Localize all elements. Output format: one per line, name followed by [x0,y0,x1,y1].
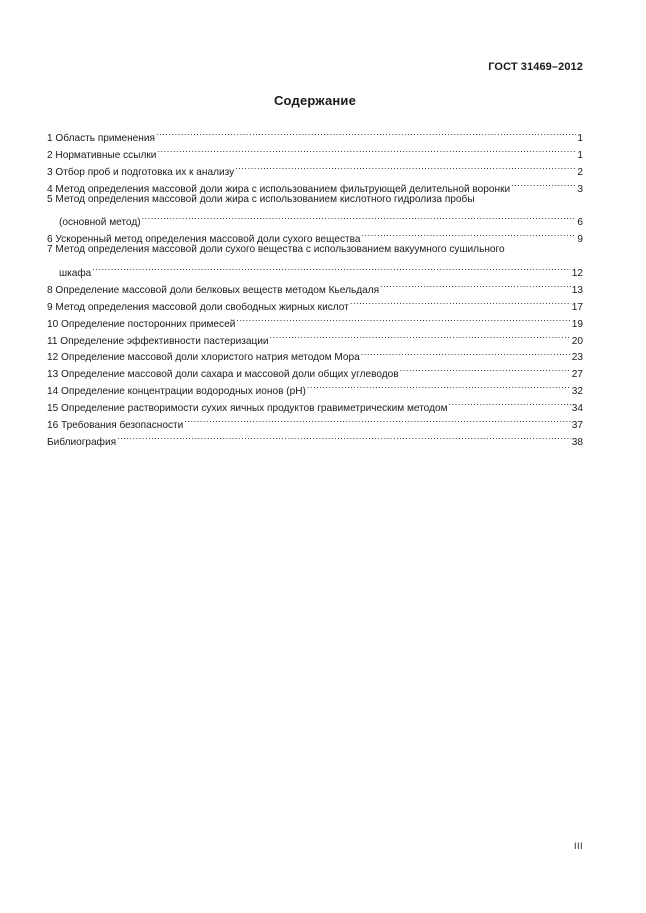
toc-entry-1[interactable] [47,124,583,144]
toc-entry-bibliography[interactable] [47,428,583,448]
page-number: III [573,841,583,851]
toc-entry-5-continuation[interactable] [47,208,583,229]
dot-leader [92,259,570,276]
dot-leader [142,208,577,225]
toc-entry-label: Библиография [47,436,117,448]
dot-leader [184,411,570,428]
dot-leader [236,310,570,327]
toc-entry-page: 38 [571,436,583,448]
dot-leader [156,124,576,141]
toc-entry-label: 10 Определение посторонних примесей [47,318,236,330]
toc-entry-page: 32 [571,386,583,398]
toc-entry-page: 1 [577,149,583,161]
table-of-contents [47,124,583,448]
dot-leader [307,377,571,394]
toc-entry-page: 37 [571,420,583,432]
toc-title: Содержание [273,93,357,108]
dot-leader [380,276,571,293]
toc-entry-label: 5 Метод определения массовой доли жира с использованием кислотного гидролиза пробы [47,193,475,205]
dot-leader [511,175,576,192]
toc-entry-label: 11 Определение эффективности пастеризации [47,335,269,347]
toc-entry-label: 7 Метод определения массовой доли сухого вещества с использованием вакуумного сушильного [47,244,505,256]
toc-entry-page: 17 [571,301,583,313]
toc-entry-label-continuation: шкафа [59,268,92,280]
toc-entry-page: 34 [571,403,583,415]
toc-entry-page: 3 [577,183,583,195]
toc-entry-page: 20 [571,335,583,347]
dot-leader [361,225,576,242]
toc-entry-page: 19 [571,318,583,330]
toc-entry-label: 4 Метод определения массовой доли жира с использованием фильтрующей делительной воронки [47,183,511,195]
toc-entry-label: 9 Метод определения массовой доли свободных жирных кислот [47,301,349,313]
dot-leader [157,141,576,158]
dot-leader [117,428,571,445]
toc-entry-page: 12 [571,268,583,280]
toc-entry-label: 15 Определение растворимости сухих яичных продуктов гравиметрическим методом [47,403,448,415]
dot-leader [350,293,571,310]
toc-entry-label: 16 Требования безопасности [47,420,184,432]
toc-entry-7-continuation[interactable] [47,259,583,280]
toc-entry-label: 12 Определение массовой доли хлористого натрия методом Мора [47,352,360,364]
dot-leader [361,344,571,361]
toc-entry-page: 1 [577,132,583,144]
toc-entry-7[interactable] [47,242,583,259]
dot-leader [449,394,571,411]
dot-leader [400,360,571,377]
toc-entry-page: 2 [577,166,583,178]
toc-entry-label: 2 Нормативные ссылки [47,149,157,161]
dot-leader [270,327,571,344]
toc-entry-page: 13 [571,284,583,296]
toc-entry-page: 27 [571,369,583,381]
toc-entry-label: 14 Определение концентрации водородных ионов (pH) [47,386,306,398]
toc-entry-label-continuation: (основной метод) [59,217,141,229]
toc-entry-page: 9 [577,234,583,246]
document-code: ГОСТ 31469–2012 [488,61,583,73]
toc-entry-label: 1 Область применения [47,132,155,144]
toc-entry-label: 6 Ускоренный метод определения массовой доли сухого вещества [47,234,361,246]
toc-entry-8[interactable] [47,276,583,296]
toc-entry-label: 3 Отбор проб и подготовка их к анализу [47,166,235,178]
toc-entry-label: 13 Определение массовой доли сахара и массовой доли общих углеводов [47,369,399,381]
toc-entry-page: 6 [577,217,583,229]
toc-entry-label: 8 Определение массовой доли белковых веществ методом Кьельдаля [47,284,380,296]
dot-leader [235,158,576,175]
toc-entry-page: 23 [571,352,583,364]
